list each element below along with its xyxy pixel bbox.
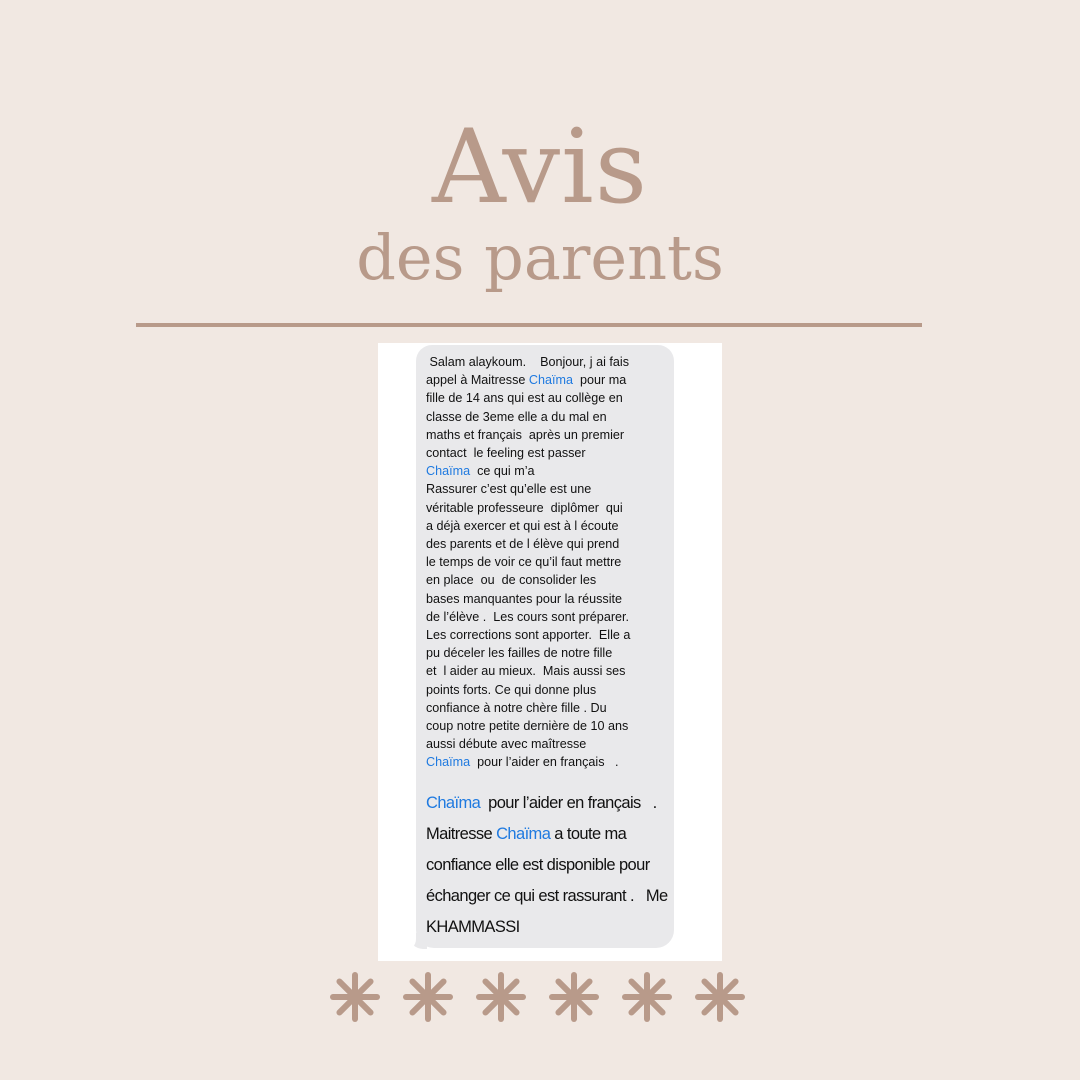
message-text: des parents et de l élève qui prend xyxy=(426,537,620,552)
message-text: a toute ma xyxy=(550,825,627,843)
message-text: coup notre petite dernière de 10 ans xyxy=(426,719,629,734)
asterisk-star-icon xyxy=(403,972,453,1022)
message-text: Les corrections sont apporter. Elle a xyxy=(426,628,631,643)
highlighted-name[interactable]: Chaïma xyxy=(426,755,471,770)
message-screenshot xyxy=(378,343,722,961)
asterisk-star-icon xyxy=(549,972,599,1022)
message-line xyxy=(426,662,666,680)
message-line xyxy=(426,389,666,407)
message-text: a déjà exercer et qui est à l écoute xyxy=(426,518,619,533)
message-line xyxy=(426,681,666,699)
message-bubble-part-1 xyxy=(416,345,674,781)
message-text: véritable professeure diplômer qui xyxy=(426,500,623,515)
message-text: aussi débute avec maîtresse xyxy=(426,737,587,752)
message-line xyxy=(426,644,666,662)
message-text: points forts. Ce qui donne plus xyxy=(426,682,597,697)
message-text: Salam alaykoum. Bonjour, j ai fais xyxy=(426,355,629,369)
message-line xyxy=(426,912,666,943)
message-text: maths et français après un premier xyxy=(426,427,625,442)
message-line xyxy=(426,371,666,389)
message-text: appel à Maitresse xyxy=(426,373,529,388)
message-line xyxy=(426,717,666,735)
message-line xyxy=(426,788,666,819)
message-text: confiance elle est disponible pour xyxy=(426,856,650,874)
message-text: Rassurer c’est qu’elle est une xyxy=(426,482,592,497)
message-text: bases manquantes pour la réussite xyxy=(426,591,623,606)
page-subtitle: des parents xyxy=(356,221,724,294)
message-line xyxy=(426,753,666,771)
message-text: et l aider au mieux. Mais aussi ses xyxy=(426,664,626,679)
message-line xyxy=(426,881,666,912)
asterisk-star-icon xyxy=(622,972,672,1022)
message-text: pu déceler les failles de notre fille xyxy=(426,646,613,661)
highlighted-name[interactable]: Chaïma xyxy=(496,825,551,843)
highlighted-name[interactable]: Chaïma xyxy=(528,373,574,388)
message-text: confiance à notre chère fille . Du xyxy=(426,700,607,715)
message-text: de l’élève . Les cours sont préparer. xyxy=(426,609,630,624)
asterisk-star-icon xyxy=(330,972,380,1022)
message-line xyxy=(426,590,666,608)
message-text: classe de 3eme elle a du mal en xyxy=(426,409,607,424)
highlighted-name[interactable]: Chaïma xyxy=(426,464,471,479)
asterisk-star-icon xyxy=(695,972,745,1022)
message-line xyxy=(426,353,666,371)
message-line xyxy=(426,480,666,498)
title-divider xyxy=(136,323,922,327)
message-line xyxy=(426,608,666,626)
message-text: ce qui m’a xyxy=(470,464,535,479)
message-line xyxy=(426,408,666,426)
message-line xyxy=(426,699,666,717)
page-title: Avis xyxy=(431,108,649,227)
message-text: pour ma xyxy=(573,373,627,388)
message-line xyxy=(426,426,666,444)
message-line xyxy=(426,517,666,535)
message-text: KHAMMASSI xyxy=(426,918,520,936)
rating-stars xyxy=(330,972,750,1028)
message-line xyxy=(426,571,666,589)
message-line xyxy=(426,499,666,517)
message-line xyxy=(426,735,666,753)
message-line xyxy=(426,535,666,553)
message-text: fille de 14 ans qui est au collège en xyxy=(426,391,623,406)
message-line xyxy=(426,819,666,850)
message-line xyxy=(426,462,666,480)
asterisk-star-icon xyxy=(476,972,526,1022)
message-text: pour l’aider en français . xyxy=(470,755,619,770)
message-text: pour l’aider en français . xyxy=(480,794,657,812)
highlighted-name[interactable]: Chaïma xyxy=(426,794,481,812)
message-text: échanger ce qui est rassurant . Me xyxy=(426,887,668,905)
message-line xyxy=(426,850,666,881)
message-line xyxy=(426,626,666,644)
message-text: en place ou de consolider les xyxy=(426,573,597,588)
message-line xyxy=(426,553,666,571)
message-line xyxy=(426,444,666,462)
message-text: Maitresse xyxy=(426,825,497,843)
message-text: le temps de voir ce qu’il faut mettre xyxy=(426,555,622,570)
message-bubble-part-2 xyxy=(416,778,674,948)
message-text: contact le feeling est passer xyxy=(426,446,586,461)
